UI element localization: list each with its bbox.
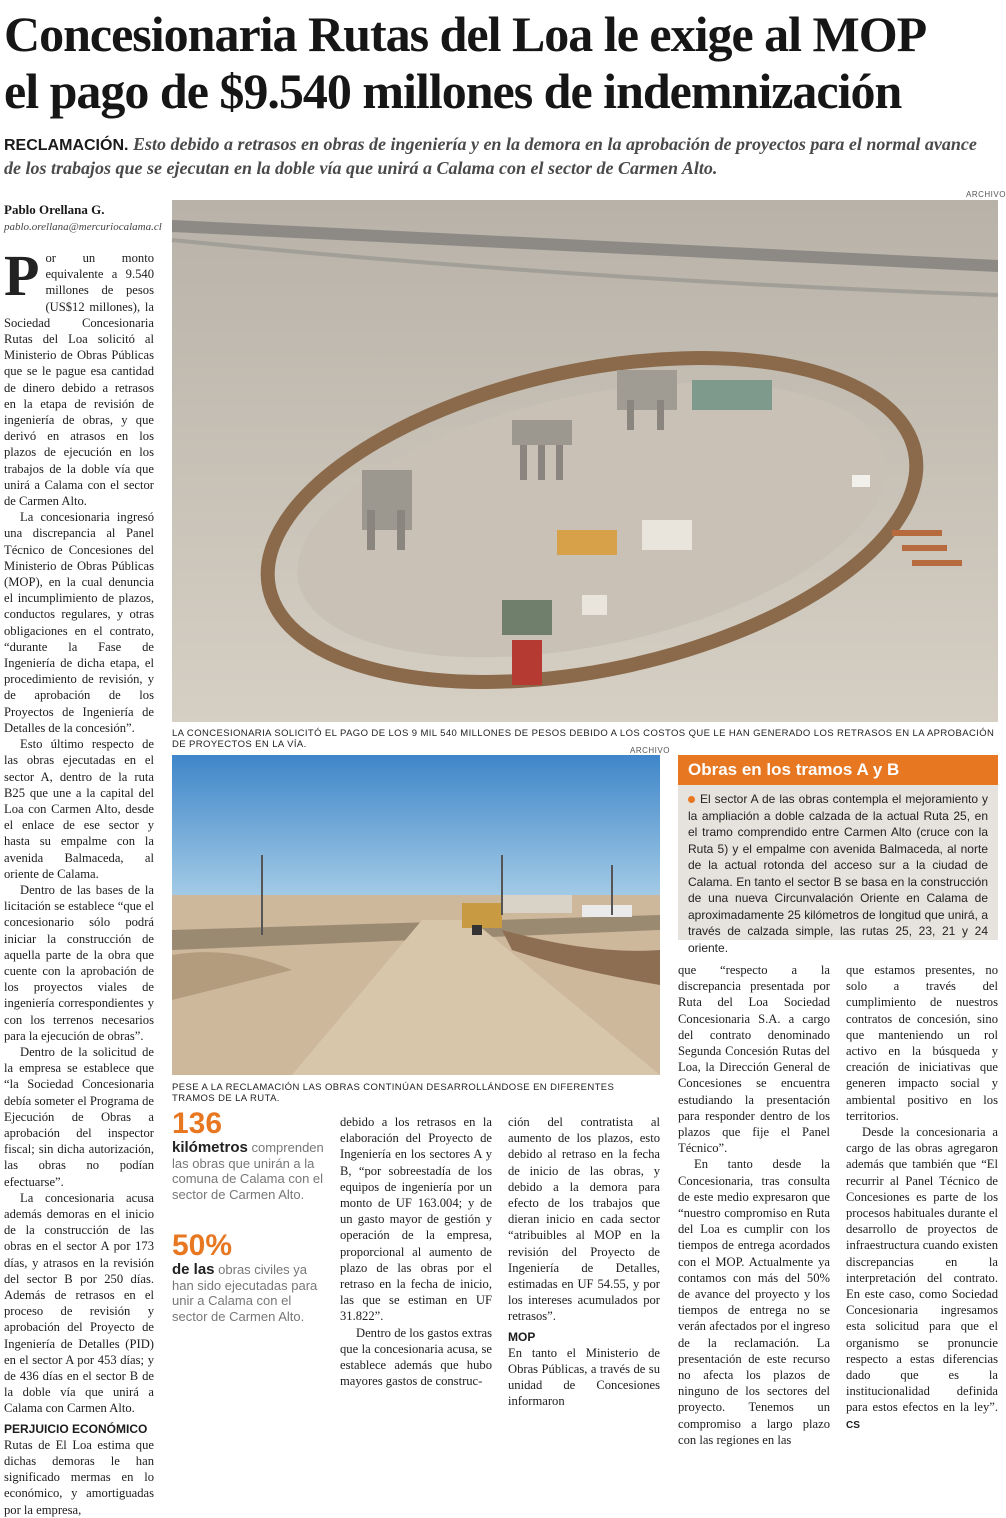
street-works-image bbox=[172, 755, 660, 1075]
column1-paragraph-5: Dentro de la solicitud de la empresa se establece que “la Sociedad Concesionaria debía someter el Programa de Ejecución de Obras a aprobación del inspector fiscal; sin dicha autorización, las obras no podían efectuarse”. bbox=[4, 1044, 154, 1189]
article-column-1 bbox=[4, 243, 154, 1518]
column1-paragraph-4: Dentro de las bases de la licitación se establece “que el concesionario sólo podrá iniciar la construcción de aquella parte de la obra que cuente con la aprobación de los proyectos viales de ingeniería correspondientes y con los terrenos necesarios para la ejecución de obras”. bbox=[4, 882, 154, 1043]
photo1-caption: LA CONCESIONARIA SOLICITÓ EL PAGO DE LOS 9 MIL 540 MILLONES DE PESOS DEBIDO A LOS COSTOS QUE LE HAN GENERADO LOS RETRASOS EN LA APROBACIÓN DE PROYECTOS EN LA VÍA. bbox=[172, 728, 995, 750]
subhead-mop: MOP bbox=[508, 1329, 536, 1344]
column6-paragraph-2-text: Desde la concesionaria a cargo de las obras agregaron además que también que “El recurrir al Panel Técnico de Concesiones es parte de los procesos habituales durante el desarrollo de proyectos de infraestructura cuando existen discrepancias en la interpretación del contrato. En este caso, como Sociedad Concesionaria ingresamos esta solicitud para que el organismo se pronuncie respecto a estas diferencias dado que es la institucionalidad definida para estos efectos en la ley”. bbox=[846, 1125, 998, 1415]
column1-paragraph-2: La concesionaria ingresó una discrepancia al Panel Técnico de Concesiones del Ministerio de Obras Públicas (MOP), en la cual denuncia el incumplimiento de plazos, conductos regulares, y otras obligaciones en el contrato, “durante la Fase de Ingeniería de dicha etapa, el procedimiento de revisión, y de aprobación de los Proyectos de Ingeniería de Detalles de la concesión”. bbox=[4, 510, 154, 735]
lead-paragraph bbox=[4, 133, 994, 180]
stat-136-desc: comprenden las obras que unirán a la comuna de Calama con el sector de Carmen Alto. bbox=[172, 1140, 324, 1202]
column3-paragraph-2: Dentro de los gastos extras que la concesionaria acusa, se establece además que hubo mayores gastos de construc- bbox=[340, 1325, 492, 1389]
article-column-5 bbox=[678, 962, 830, 1448]
stats-block bbox=[172, 1108, 327, 1324]
headline bbox=[4, 6, 998, 120]
column4-paragraph-2: En tanto el Ministerio de Obras Públicas, a través de su unidad de Concesiones informaron bbox=[508, 1345, 660, 1409]
drop-cap: P bbox=[4, 243, 40, 308]
column1-paragraph-7: Rutas de El Loa estima que dichas demoras le han significado mermas en lo económico, y amortiguadas por la empresa, bbox=[4, 1437, 154, 1517]
headline-line-1: Concesionaria Rutas del Loa le exige al MOP bbox=[4, 6, 927, 62]
column5-paragraph-1: que “respecto a la discrepancia presentada por Ruta del Loa Sociedad Concesionaria S.A. a cargo del contrato denominado Segunda Concesión Rutas del Loa, la Dirección General de Concesiones se encuentra estudiando la presentación para responder dentro de los plazos que fije el Panel Técnico”. bbox=[678, 963, 830, 1156]
stat-50-desc: obras civiles ya han sido ejecutadas para unir a Calama con el sector de Carmen Alto. bbox=[172, 1262, 318, 1324]
column1-paragraph-3: Esto último respecto de las obras ejecutadas en el sector A, dentro de la ruta B25 que une a la capital del Loa con Carmen Alto, desde el enlace de ese sector y hasta su empalme con la avenida Balmaceda, al oriente de Calama. bbox=[4, 737, 154, 881]
street-works-photo bbox=[172, 755, 660, 1075]
end-mark-icon: CS bbox=[846, 1419, 860, 1431]
headline-line-2: el pago de $9.540 millones de indemnización bbox=[4, 63, 902, 119]
byline-email: pablo.orellana@mercuriocalama.cl bbox=[4, 221, 162, 233]
byline-name: Pablo Orellana G. bbox=[4, 202, 105, 217]
stat-136-number: 136 bbox=[172, 1107, 223, 1140]
column1-paragraph-1: or un monto equivalente a 9.540 millones de pesos (US$12 millones), la Sociedad Concesionaria Rutas del Loa solicitó al Ministerio de Obras Públicas que se le pague esa cantidad de dinero debido a retrasos en la etapa de revisión de ingeniería de obras, y que derivó en atrasos en los plazos de ejecución en los trabajos de la doble vía que unirá a Calama con el sector de Carmen Alto. bbox=[4, 251, 154, 509]
lead-text: Esto debido a retrasos en obras de ingeniería y en la demora en la aprobación de proyectos para el normal avance de los trabajos que se ejecutan en la doble vía que unirá a Calama con el sector de Carmen Alto. bbox=[4, 134, 977, 178]
stat-50-bold: de las bbox=[172, 1261, 215, 1278]
stat-136-text bbox=[172, 1140, 327, 1202]
aerial-construction-image bbox=[172, 200, 998, 722]
article-column-4 bbox=[508, 1114, 660, 1410]
article-column-3 bbox=[340, 1114, 492, 1389]
column5-paragraph-2: En tanto desde la Concesionaria, tras consulta de este medio expresaron que “nuestro compromiso en Ruta del Loa es cumplir con los tiempos de entrega acordados con el MOP. Actualmente ya contamos con más del 50% de avance del proyecto y los tiempos de entrega no se verán afectados por el ingreso de la reclamación. La presentación de este recurso no afecta los plazos de ninguno de los sectores del proyecto. Tenemos un compromiso a largo plazo con las regiones en las bbox=[678, 1157, 830, 1447]
article-column-6 bbox=[846, 962, 998, 1434]
column1-paragraph-6: La concesionaria acusa además demoras en el inicio de la construcción de las obras en el sector A por 173 días, y atrasos en la revisión del sector B por 250 días. Además de retrasos en el proceso de revisión y aprobación del Proyecto de Ingeniería de Detalles (PID) en el sector A por 453 días; y de 436 días en el sector B de la doble vía que unirá a Calama con Carmen Alto. bbox=[4, 1190, 154, 1416]
bullet-icon bbox=[688, 796, 695, 803]
stat-136-bold: kilómetros bbox=[172, 1139, 248, 1156]
column6-paragraph-2 bbox=[846, 1124, 998, 1434]
photo2-credit: ARCHIVO bbox=[630, 746, 670, 755]
aerial-construction-photo bbox=[172, 200, 998, 722]
subhead-perjuicio: PERJUICIO ECONÓMICO bbox=[4, 1421, 148, 1436]
stat-50-text bbox=[172, 1262, 327, 1324]
photo2-caption: PESE A LA RECLAMACIÓN LAS OBRAS CONTINÚAN DESARROLLÁNDOSE EN DIFERENTES TRAMOS DE LA RUTA. bbox=[172, 1082, 615, 1104]
infobox bbox=[678, 755, 998, 955]
column3-paragraph-1: debido a los retrasos en la elaboración del Proyecto de Ingeniería en los sectores A y B, “por sobreestadía de los equipos de ingeniería por un monto de UF 163.004; y de un gasto mayor de gestión y operación de la empresa, proporcional al aumento de plazo de las obras por el retraso en la fecha de inicio, las que se estiman en UF 31.822”. bbox=[340, 1115, 492, 1324]
infobox-body bbox=[678, 785, 998, 964]
infobox-text: El sector A de las obras contempla el mejoramiento y la ampliación a doble calzada de la actual Ruta 25, en el tramo comprendido entre Carmen Alto (cruce con la Ruta 5) y el empalme con avenida Balmaceda, al norte de la actual rotonda del acceso sur a la ciudad de Calama. En tanto el sector B se basa en la construcción de una nueva Circunvalación Oriente en Calama de aproximadamente 25 kilómetros de longitud que unirá, a través de calzada simple, las rutas 25, 23, 21 y 24 oriente. bbox=[688, 792, 988, 955]
lead-kicker: RECLAMACIÓN. bbox=[4, 137, 129, 154]
stat-50-number: 50% bbox=[172, 1229, 233, 1262]
photo1-credit: ARCHIVO bbox=[966, 190, 1006, 199]
column6-paragraph-1: que estamos presentes, no solo a través del cumplimiento de nuestros contratos de concesión, sino que manteniendo un rol activo en la búsqueda y creación de iniciativas que generen impacto social y ambiental positivo en los territorios. bbox=[846, 963, 998, 1123]
infobox-title: Obras en los tramos A y B bbox=[678, 755, 998, 785]
column4-paragraph-1: ción del contratista al aumento de los plazos, esto debido al retraso en la fecha de inicio de las obras, y debido a la demora para efecto de los trabajos que dieran inicio en cada sector “atribuibles al MOP en la revisión del Proyecto de Ingeniería de Detalles, estimadas en UF 54.55, y por los intereses acumulados por retrasos”. bbox=[508, 1115, 660, 1324]
